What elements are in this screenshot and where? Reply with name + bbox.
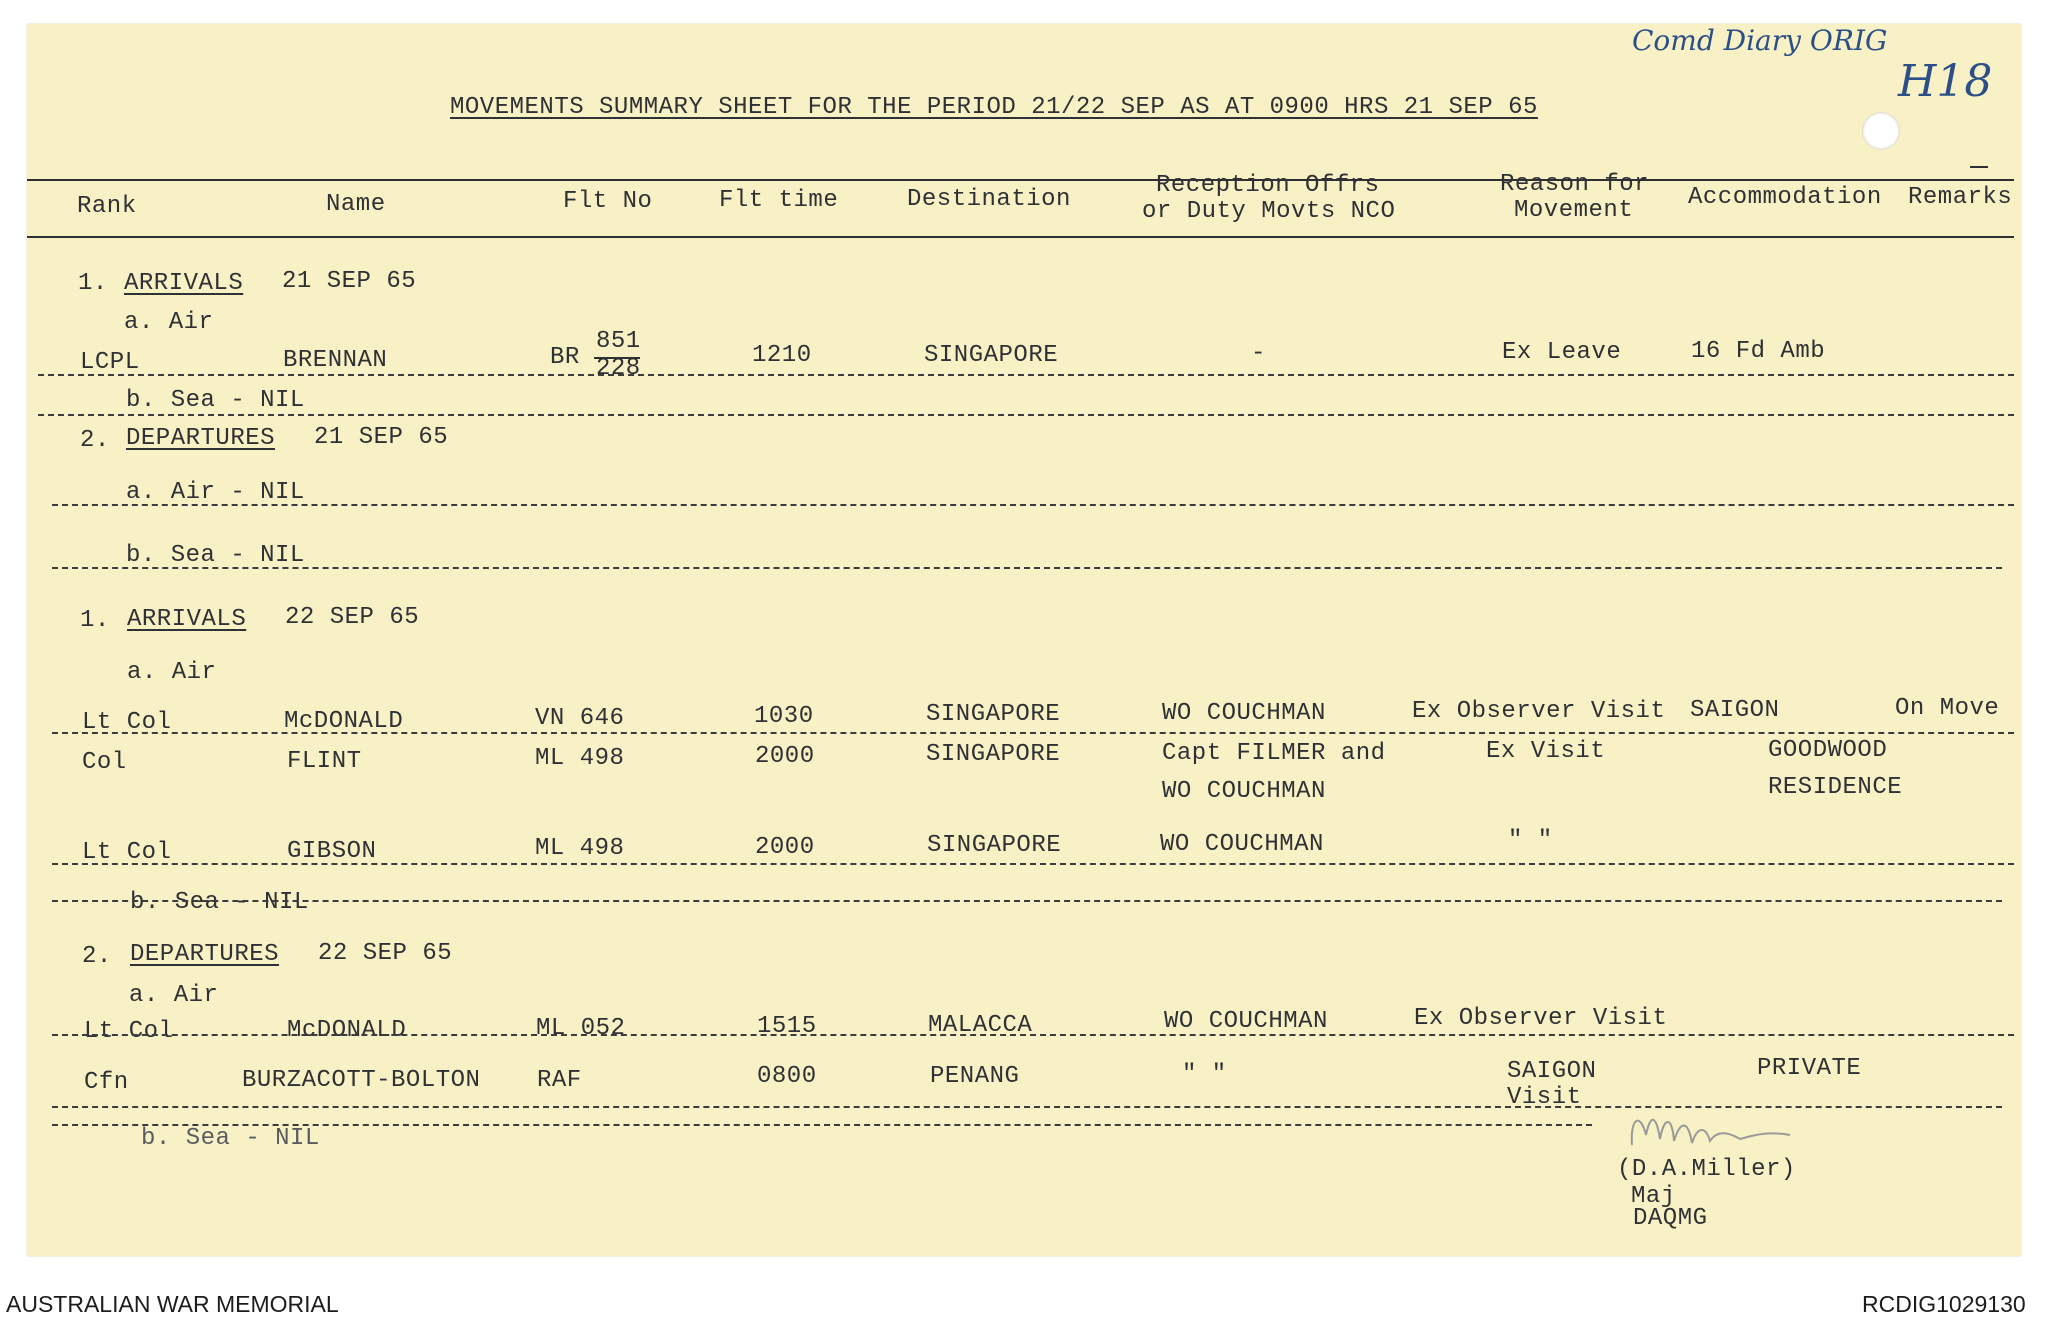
cell-flt-time: 1210	[752, 342, 812, 369]
cell-flt-no: RAF	[537, 1067, 582, 1094]
section-date: 21 SEP 65	[282, 268, 417, 295]
subsection-sea: b. Sea - NIL	[130, 889, 309, 916]
cell-reason: Ex Visit	[1486, 738, 1606, 765]
header-rule-top	[27, 179, 2014, 181]
cell-destination: SINGAPORE	[924, 342, 1059, 369]
cell-rank: Col	[82, 749, 127, 776]
subsection-air: a. Air	[127, 659, 217, 686]
cell-reason: Ex Observer Visit	[1414, 1005, 1668, 1032]
header-rule-top-end	[1970, 166, 1988, 168]
cell-reception-line2: WO COUCHMAN	[1162, 778, 1326, 805]
cell-reception: " "	[1182, 1061, 1227, 1088]
cell-accommodation: SAIGON	[1690, 697, 1780, 724]
col-reception-line2: or Duty Movts NCO	[1142, 198, 1396, 225]
footer-record-id: RCDIG1029130	[1862, 1291, 2026, 1317]
row-rule	[52, 504, 2014, 506]
cell-reason-line1: SAIGON	[1507, 1058, 1597, 1085]
row-rule	[52, 863, 2014, 865]
subsection-sea: b. Sea - NIL	[126, 387, 305, 414]
signature-rank: Maj	[1631, 1183, 1676, 1210]
cell-flt-time: 2000	[755, 743, 815, 770]
document-title: MOVEMENTS SUMMARY SHEET FOR THE PERIOD 21/22 SEP AS AT 0900 HRS 21 SEP 65	[450, 94, 1538, 121]
cell-rank: Lt Col	[82, 839, 172, 866]
row-rule	[38, 414, 2014, 416]
section-number: 2.	[80, 427, 110, 454]
section-number: 2.	[82, 943, 112, 970]
cell-accommodation-line1: GOODWOOD	[1768, 737, 1888, 764]
header-rule-bottom	[27, 236, 2014, 238]
cell-reception: -	[1251, 340, 1266, 367]
section-number: 1.	[80, 607, 110, 634]
cell-flt-prefix: BR	[550, 344, 580, 371]
cell-flt-no: ML 498	[535, 745, 625, 772]
cell-reason: Ex Observer Visit	[1412, 698, 1666, 725]
cell-name: McDONALD	[287, 1017, 407, 1044]
cell-accommodation: 16 Fd Amb	[1691, 338, 1826, 365]
cell-name: GIBSON	[287, 838, 377, 865]
cell-reason: " "	[1508, 827, 1553, 854]
section-date: 21 SEP 65	[314, 424, 449, 451]
cell-reception: WO COUCHMAN	[1160, 831, 1324, 858]
row-rule	[52, 567, 2002, 569]
cell-destination: SINGAPORE	[926, 701, 1061, 728]
cell-flt-no: VN 646	[535, 705, 625, 732]
cell-accommodation: PRIVATE	[1757, 1055, 1862, 1082]
cell-name: BURZACOTT-BOLTON	[242, 1067, 481, 1094]
col-name: Name	[326, 191, 386, 218]
cell-rank: Lt Col	[84, 1018, 174, 1045]
cell-flt-time: 0800	[757, 1063, 817, 1090]
signature-scribble	[1626, 1105, 1796, 1155]
cell-flt-no: ML 052	[536, 1015, 626, 1042]
section-heading-departures: DEPARTURES	[126, 425, 276, 452]
section-heading-arrivals: ARRIVALS	[124, 270, 244, 297]
col-flt-no: Flt No	[563, 188, 653, 215]
subsection-sea: b. Sea - NIL	[141, 1125, 320, 1152]
cell-reception: WO COUCHMAN	[1162, 700, 1326, 727]
subsection-air: a. Air	[124, 309, 214, 336]
cell-reason: Ex Leave	[1502, 339, 1622, 366]
cell-destination: MALACCA	[928, 1012, 1033, 1039]
punch-hole	[1862, 112, 1900, 150]
subsection-air: a. Air - NIL	[126, 479, 305, 506]
cell-accommodation-line2: RESIDENCE	[1768, 774, 1903, 801]
col-rank: Rank	[77, 193, 137, 220]
col-reason-line1: Reason for	[1500, 171, 1650, 198]
cell-rank: LCPL	[80, 349, 140, 376]
cell-flt-bottom: 228	[596, 355, 641, 382]
cell-rank: Cfn	[84, 1069, 129, 1096]
section-number: 1.	[78, 270, 108, 297]
cell-destination: SINGAPORE	[926, 741, 1061, 768]
cell-reception-line1: Capt FILMER and	[1162, 740, 1386, 767]
cell-destination: PENANG	[930, 1063, 1020, 1090]
cell-name: BRENNAN	[283, 347, 388, 374]
cell-reception: WO COUCHMAN	[1164, 1008, 1328, 1035]
section-date: 22 SEP 65	[285, 604, 420, 631]
flight-number-fraction	[592, 329, 642, 385]
row-rule	[52, 732, 2014, 734]
cell-flt-time: 2000	[755, 834, 815, 861]
cell-remarks: On Move	[1895, 695, 2000, 722]
col-remarks: Remarks	[1908, 184, 2013, 211]
row-rule	[52, 1034, 2014, 1036]
handwritten-note: Comd Diary ORIG	[1632, 24, 1888, 57]
footer-credit: AUSTRALIAN WAR MEMORIAL	[6, 1291, 339, 1317]
col-accommodation: Accommodation	[1688, 184, 1882, 211]
col-flt-time: Flt time	[719, 187, 839, 214]
col-reception-line1: Reception Offrs	[1156, 172, 1380, 199]
col-destination: Destination	[907, 186, 1071, 213]
signature-role: DAQMG	[1633, 1205, 1708, 1232]
subsection-air: a. Air	[129, 982, 219, 1009]
subsection-sea: b. Sea - NIL	[126, 542, 305, 569]
handwritten-ref: H18	[1898, 56, 1993, 107]
cell-destination: SINGAPORE	[927, 832, 1062, 859]
col-reason-line2: Movement	[1514, 197, 1634, 224]
row-rule	[52, 900, 2002, 902]
cell-rank: Lt Col	[82, 709, 172, 736]
cell-reason-line2: Visit	[1507, 1084, 1582, 1111]
section-heading-departures: DEPARTURES	[130, 941, 280, 968]
cell-flt-time: 1515	[757, 1013, 817, 1040]
section-date: 22 SEP 65	[318, 940, 453, 967]
cell-name: McDONALD	[284, 708, 404, 735]
cell-name: FLINT	[287, 748, 362, 775]
cell-flt-no: ML 498	[535, 835, 625, 862]
section-heading-arrivals: ARRIVALS	[127, 606, 247, 633]
cell-flt-time: 1030	[754, 703, 814, 730]
cell-flt-top: 851	[596, 328, 641, 355]
signature-name: (D.A.Miller)	[1617, 1156, 1796, 1183]
row-rule	[38, 374, 2014, 376]
